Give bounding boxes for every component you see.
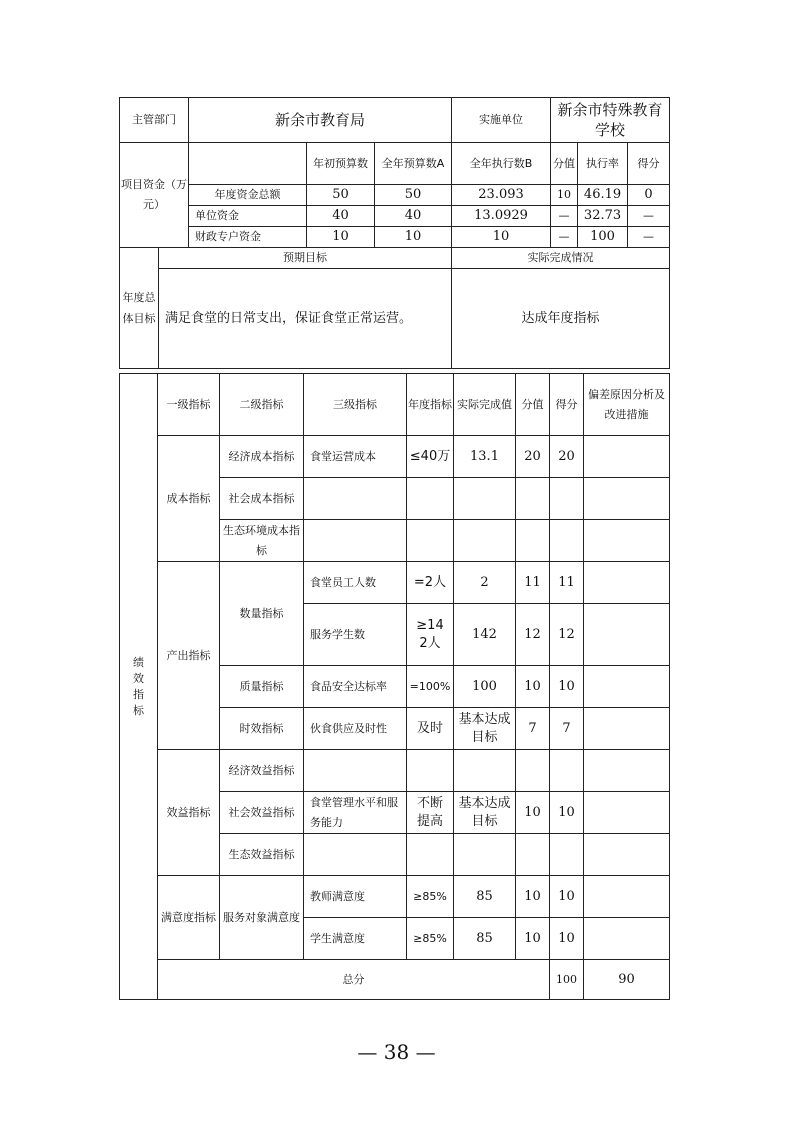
level2-cell: 经济成本指标 — [220, 436, 304, 478]
fund-summary-table — [119, 97, 670, 369]
total-label: 总分 — [158, 960, 550, 1000]
deviation-cell — [584, 708, 670, 750]
expected-header: 预期目标 — [159, 248, 452, 269]
level2-cell: 生态效益指标 — [220, 834, 304, 876]
actual-cell: 85 — [454, 876, 516, 918]
dept-value: 新余市教育局 — [189, 98, 452, 143]
total-score: 90 — [584, 960, 670, 1000]
level2-cell: 生态环境成本指标 — [220, 520, 304, 562]
score-cell — [550, 750, 584, 792]
actual-header: 实际完成情况 — [452, 248, 670, 269]
satisfaction-level1: 满意度指标 — [158, 876, 220, 960]
actual-cell: 2 — [454, 562, 516, 604]
fund-score: — — [628, 227, 670, 248]
header-score: 得分 — [550, 374, 584, 436]
target-cell: ≥142人 — [407, 604, 454, 666]
points-cell: 12 — [516, 604, 550, 666]
deviation-cell — [584, 478, 670, 520]
target-cell: 及时 — [407, 708, 454, 750]
level3-cell: 食堂管理水平和服务能力 — [304, 792, 407, 834]
level3-cell — [304, 750, 407, 792]
level2-cell: 社会效益指标 — [220, 792, 304, 834]
target-cell — [407, 834, 454, 876]
fund-row-label: 单位资金 — [189, 206, 307, 227]
points-cell — [516, 834, 550, 876]
fund-score: 0 — [628, 185, 670, 206]
actual-text: 达成年度指标 — [452, 269, 670, 369]
level2-cell: 时效指标 — [220, 708, 304, 750]
actual-cell — [454, 478, 516, 520]
fund-annual: 40 — [375, 206, 452, 227]
deviation-cell — [584, 604, 670, 666]
points-cell: 10 — [516, 792, 550, 834]
fund-rate: 100 — [578, 227, 628, 248]
expected-text: 满足食堂的日常支出，保证食堂正常运营。 — [159, 269, 452, 369]
deviation-cell — [584, 876, 670, 918]
level3-cell — [304, 520, 407, 562]
benefit-level1: 效益指标 — [158, 750, 220, 876]
fund-score: — — [628, 206, 670, 227]
cost-level1: 成本指标 — [158, 436, 220, 562]
unit-label: 实施单位 — [452, 98, 551, 143]
fund-executed: 10 — [452, 227, 551, 248]
target-cell: 不断提高 — [407, 792, 454, 834]
deviation-cell — [584, 562, 670, 604]
deviation-cell — [584, 436, 670, 478]
level3-cell — [304, 478, 407, 520]
level3-cell: 食堂运营成本 — [304, 436, 407, 478]
header-deviation: 偏差原因分析及改进措施 — [584, 374, 670, 436]
level3-cell: 服务学生数 — [304, 604, 407, 666]
actual-cell: 85 — [454, 918, 516, 960]
level3-cell: 教师满意度 — [304, 876, 407, 918]
points-cell: 10 — [516, 918, 550, 960]
target-cell — [407, 520, 454, 562]
fund-annual: 10 — [375, 227, 452, 248]
fund-row-label: 财政专户资金 — [189, 227, 307, 248]
actual-cell — [454, 834, 516, 876]
score-cell: 10 — [550, 918, 584, 960]
fund-executed: 13.0929 — [452, 206, 551, 227]
header-level3: 三级指标 — [304, 374, 407, 436]
level2-cell: 服务对象满意度 — [220, 876, 304, 960]
score-cell: 10 — [550, 876, 584, 918]
total-points: 100 — [550, 960, 584, 1000]
header-initial: 年初预算数 — [307, 143, 375, 185]
points-cell — [516, 750, 550, 792]
fund-score-value: 10 — [551, 185, 578, 206]
level3-cell: 食品安全达标率 — [304, 666, 407, 708]
header-points: 分值 — [516, 374, 550, 436]
level3-cell: 学生满意度 — [304, 918, 407, 960]
score-cell — [550, 834, 584, 876]
fund-row-label: 年度资金总额 — [189, 185, 307, 206]
header-blank — [189, 143, 307, 185]
target-cell: ≥85% — [407, 876, 454, 918]
points-cell — [516, 520, 550, 562]
actual-cell: 基本达成目标 — [454, 708, 516, 750]
level3-cell: 伙食供应及时性 — [304, 708, 407, 750]
header-actual: 实际完成值 — [454, 374, 516, 436]
header-score-value: 分值 — [551, 143, 578, 185]
level2-cell: 社会成本指标 — [220, 478, 304, 520]
header-executed: 全年执行数B — [452, 143, 551, 185]
score-cell: 20 — [550, 436, 584, 478]
fund-initial: 50 — [307, 185, 375, 206]
unit-value: 新余市特殊教育学校 — [551, 98, 670, 143]
target-cell: =100% — [407, 666, 454, 708]
dept-label: 主管部门 — [120, 98, 189, 143]
target-cell — [407, 750, 454, 792]
goal-label: 年度总体目标 — [120, 248, 159, 369]
deviation-cell — [584, 750, 670, 792]
fund-score-value: — — [551, 227, 578, 248]
score-cell: 12 — [550, 604, 584, 666]
header-rate: 执行率 — [578, 143, 628, 185]
deviation-cell — [584, 666, 670, 708]
level3-cell: 食堂员工人数 — [304, 562, 407, 604]
points-cell: 20 — [516, 436, 550, 478]
target-cell: ≤40万 — [407, 436, 454, 478]
header-annual: 全年预算数A — [375, 143, 452, 185]
header-level1: 一级指标 — [158, 374, 220, 436]
fund-initial: 10 — [307, 227, 375, 248]
deviation-cell — [584, 918, 670, 960]
score-cell — [550, 478, 584, 520]
fund-initial: 40 — [307, 206, 375, 227]
score-cell: 10 — [550, 666, 584, 708]
target-cell: ≥85% — [407, 918, 454, 960]
actual-cell: 142 — [454, 604, 516, 666]
deviation-cell — [584, 520, 670, 562]
target-cell: =2人 — [407, 562, 454, 604]
actual-cell — [454, 750, 516, 792]
fund-annual: 50 — [375, 185, 452, 206]
points-cell: 10 — [516, 666, 550, 708]
deviation-cell — [584, 792, 670, 834]
score-cell — [550, 520, 584, 562]
points-cell — [516, 478, 550, 520]
score-cell: 11 — [550, 562, 584, 604]
actual-cell — [454, 520, 516, 562]
deviation-cell — [584, 834, 670, 876]
header-level2: 二级指标 — [220, 374, 304, 436]
target-cell — [407, 478, 454, 520]
score-cell: 10 — [550, 792, 584, 834]
score-cell: 7 — [550, 708, 584, 750]
output-level1: 产出指标 — [158, 562, 220, 750]
fund-label: 项目资金（万元） — [120, 143, 189, 248]
perf-label: 绩效指标 — [120, 374, 158, 1000]
header-score: 得分 — [628, 143, 670, 185]
fund-score-value: — — [551, 206, 578, 227]
points-cell: 10 — [516, 876, 550, 918]
actual-cell: 100 — [454, 666, 516, 708]
level2-cell: 数量指标 — [220, 562, 304, 666]
level2-cell: 质量指标 — [220, 666, 304, 708]
actual-cell: 基本达成目标 — [454, 792, 516, 834]
page-number: — 38 — — [357, 1040, 436, 1064]
performance-indicator-table — [119, 373, 670, 1000]
fund-rate: 32.73 — [578, 206, 628, 227]
level2-cell: 经济效益指标 — [220, 750, 304, 792]
header-target: 年度指标 — [407, 374, 454, 436]
actual-cell: 13.1 — [454, 436, 516, 478]
level3-cell — [304, 834, 407, 876]
points-cell: 7 — [516, 708, 550, 750]
fund-rate: 46.19 — [578, 185, 628, 206]
points-cell: 11 — [516, 562, 550, 604]
fund-executed: 23.093 — [452, 185, 551, 206]
